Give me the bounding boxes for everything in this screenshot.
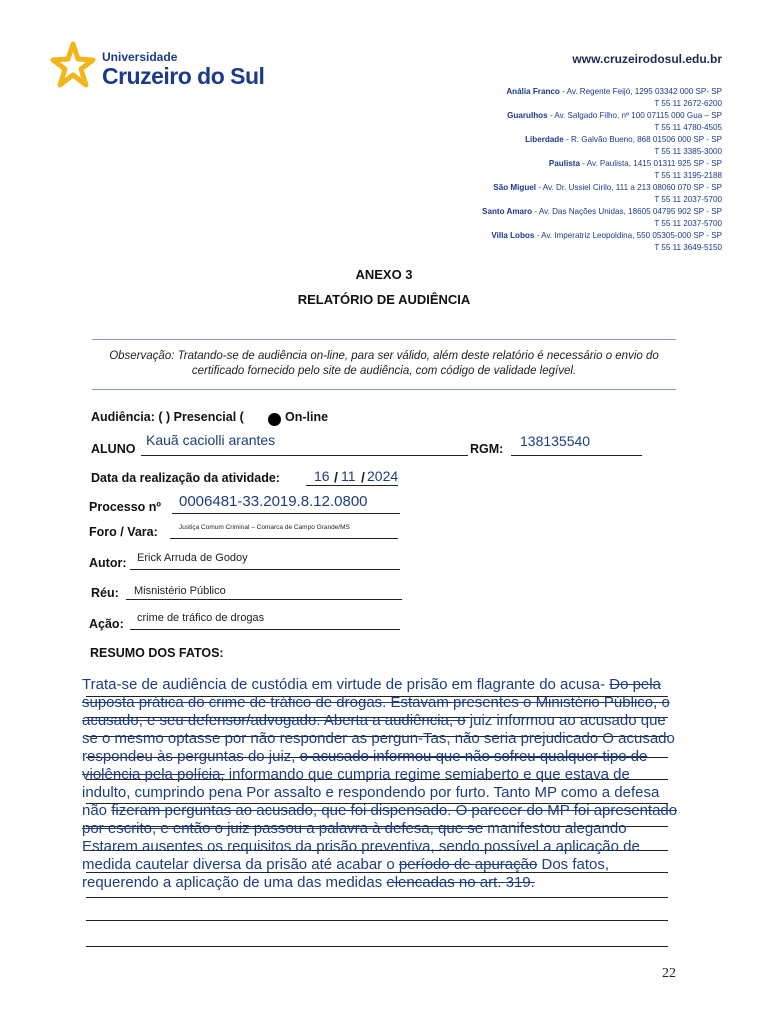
campus-address: São Miguel - Av. Dr. Ussiel Cirilo, 111 a 213 08060 070 SP - SP (493, 183, 722, 192)
campus-address: Santo Amaro - Av. Das Nações Unidas, 18605 04795 902 SP - SP (482, 207, 722, 216)
plaintiff-label: Autor: (89, 556, 127, 570)
campus-phone: T 55 11 2037-5700 (654, 195, 722, 204)
action-field[interactable]: crime de tráfico de drogas (137, 612, 265, 624)
summary-line: Do pela suposta prática do crime de tráfico de drogas. Estavam presentes o Ministério Público, o acusado, e seu defensor/advogado. Aberta a audiência, o (82, 676, 670, 729)
plaintiff-field[interactable]: Erick Arruda de Godoy (137, 552, 248, 564)
rgm-label: RGM: (470, 442, 504, 456)
summary-line: Trata-se de audiência de custódia em virtude de prisão em flagrante do acusa- (82, 676, 606, 693)
campus-phone: T 55 11 2037-5700 (654, 219, 722, 228)
hearing-type-label: Audiência: ( ) Presencial ( (91, 410, 244, 424)
court-field[interactable]: Justiça Comum Criminal – Comarca de Campo Grande/MS (179, 524, 350, 531)
date-separator: / (361, 469, 365, 485)
summary-line: fizeram perguntas ao acusado, que foi dispensado. O parecer do MP foi apresentado por escrito, e então o juiz passou a palavra à defesa, que se (82, 802, 678, 837)
summary-line: manifestou alegando Estarem ausentes os requisitos da prisão preventiva, sendo possível a aplicação de medida cautelar diversa da prisão até acabar o (82, 820, 640, 873)
campus-address: Guarulhos - Av. Salgado Filho, nº 100 07115 000 Gua – SP (507, 111, 722, 120)
report-title: RELATÓRIO DE AUDIÊNCIA (297, 292, 471, 307)
campus-address: Villa Lobos - Av. Imperatriz Leopoldina, 550 05305-000 SP - SP (491, 231, 722, 240)
defendant-field[interactable]: Misnistério Público (134, 585, 226, 597)
campus-phone: T 55 11 3195-2188 (654, 171, 722, 180)
campus-address: Liberdade - R. Galvão Bueno, 868 01506 000 SP - SP (525, 135, 722, 144)
campus-phone: T 55 11 4780-4505 (654, 123, 722, 132)
summary-line: Dos fatos, requerendo a aplicação de uma das medidas (82, 856, 610, 891)
date-day-field[interactable]: 16 (314, 468, 330, 484)
process-number-field[interactable]: 0006481-33.2019.8.12.0800 (179, 493, 368, 510)
campus-phone: T 55 11 3649-5150 (654, 243, 722, 252)
page-number: 22 (662, 966, 676, 981)
summary-line: informando que cumpria regime semiaberto e que estava de indulto, cumprindo pena Por assalto e respondendo por furto. Tanto MP como a defesa não (82, 766, 660, 819)
summary-text-field[interactable] (82, 676, 682, 892)
campus-phone: T 55 11 3385-3000 (654, 147, 722, 156)
summary-line: juiz informou ao acusado que se o mesmo optasse por não responder as pergun-Tas, não seria prejudicado O acusado respondeu às perguntas do juiz, (82, 712, 675, 765)
date-month-field[interactable]: 11 (341, 468, 356, 484)
campus-phone: T 55 11 2672-6200 (654, 99, 722, 108)
action-label: Ação: (89, 617, 124, 631)
student-label: ALUNO (91, 442, 136, 456)
student-name-field[interactable]: Kauã caciolli arantes (146, 432, 276, 448)
hearing-online-label: On-line (285, 410, 329, 424)
process-label: Processo nº (89, 500, 161, 514)
campus-address: Anália Franco - Av. Regente Feijó, 1295 03342 000 SP- SP (506, 87, 722, 96)
summary-line: período de apuração (398, 856, 538, 873)
observation-note: Observação: Tratando-se de audiência on-line, para ser válido, além deste relatório é necessário o envio do certificado fornecido pelo site de audiência, com código de validade legível. (109, 350, 659, 377)
date-year-field[interactable]: 2024 (367, 468, 399, 484)
rgm-field[interactable]: 138135540 (520, 433, 591, 449)
logo-university-label: Universidade (102, 50, 178, 64)
logo-university-name: Cruzeiro do Sul (102, 63, 265, 89)
summary-line: elencadas no art. 319. (386, 874, 535, 891)
campus-address: Paulista - Av. Paulista, 1415 01311 925 SP - SP (548, 159, 722, 168)
date-separator: / (334, 469, 338, 485)
annex-heading: ANEXO 3 (355, 267, 413, 282)
defendant-label: Réu: (91, 586, 119, 600)
website-link[interactable]: www.cruzeirodosul.edu.br (572, 52, 722, 66)
summary-heading: RESUMO DOS FATOS: (90, 646, 224, 660)
court-label: Foro / Vara: (89, 525, 158, 539)
summary-line: o acusado informou que não sofreu qualquer tipo de violência pela polícia, (82, 748, 648, 783)
date-label: Data da realização da atividade: (91, 471, 280, 485)
